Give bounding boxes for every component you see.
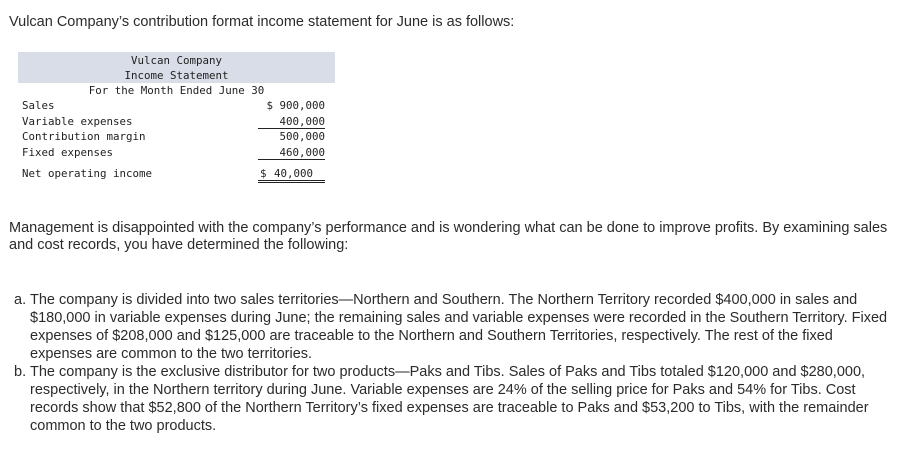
- row-label: Variable expenses: [22, 114, 133, 128]
- dollar-sign: $: [260, 167, 267, 180]
- statement-rows: [18, 98, 336, 182]
- row-amount: 460,000: [258, 145, 325, 160]
- statement-row-contribution-margin: [18, 129, 336, 145]
- statement-period: For the Month Ended June 30: [0, 83, 395, 98]
- row-amount: 500,000: [279, 130, 325, 143]
- intro-text: Vulcan Company’s contribution format income statement for June is as follows:: [9, 14, 515, 30]
- row-label: Net operating income: [22, 167, 153, 180]
- statement-header: [18, 52, 335, 98]
- statement-row-net-operating-income: [18, 166, 336, 182]
- row-label: Sales: [22, 99, 55, 112]
- finding-item-b: [10, 363, 895, 435]
- row-amount: $ 900,000: [266, 99, 325, 112]
- statement-row-variable-expenses: [18, 114, 336, 130]
- statement-row-fixed-expenses: [18, 145, 336, 161]
- statement-row-sales: [18, 98, 336, 114]
- statement-title: Income Statement: [124, 69, 229, 82]
- row-label: Fixed expenses: [22, 145, 114, 159]
- findings-list: [10, 291, 895, 435]
- item-marker: a.: [14, 292, 27, 308]
- statement-company: Vulcan Company: [130, 54, 222, 67]
- item-text: The company is divided into two sales territories—Northern and Southern. The Northern Territory recorded $400,000 in sales and $180,000 in variable expenses during June; the remaining sales and variable expenses were recorded in the Southern Territory. Fixed expenses of $208,000 and $125,000 are traceable to the Northern and Southern Territories, respectively. The rest of the fixed expenses are common to the two territories.: [30, 292, 888, 362]
- management-paragraph: Management is disappointed with the company’s performance and is wondering what can be done to improve profits. By examining sales and cost records, you have determined the following:: [9, 220, 888, 253]
- row-amount-value: 40,000: [274, 167, 314, 180]
- row-amount: 400,000: [258, 114, 325, 129]
- item-marker: b.: [14, 364, 27, 380]
- income-statement: [18, 52, 336, 182]
- row-amount-total: [258, 166, 325, 183]
- row-label: Contribution margin: [22, 130, 146, 143]
- finding-item-a: [10, 291, 895, 363]
- item-text: The company is the exclusive distributor for two products—Paks and Tibs. Sales of Paks and Tibs totaled $120,000 and $280,000, respectively, in the Northern territory during June. Variable expenses are 24% of the selling price for Paks and 54% for Tibs. Cost records show that $52,800 of the Northern Territory’s fixed expenses are traceable to Paks and $53,200 to Tibs, with the remainder common to the two products.: [30, 364, 869, 434]
